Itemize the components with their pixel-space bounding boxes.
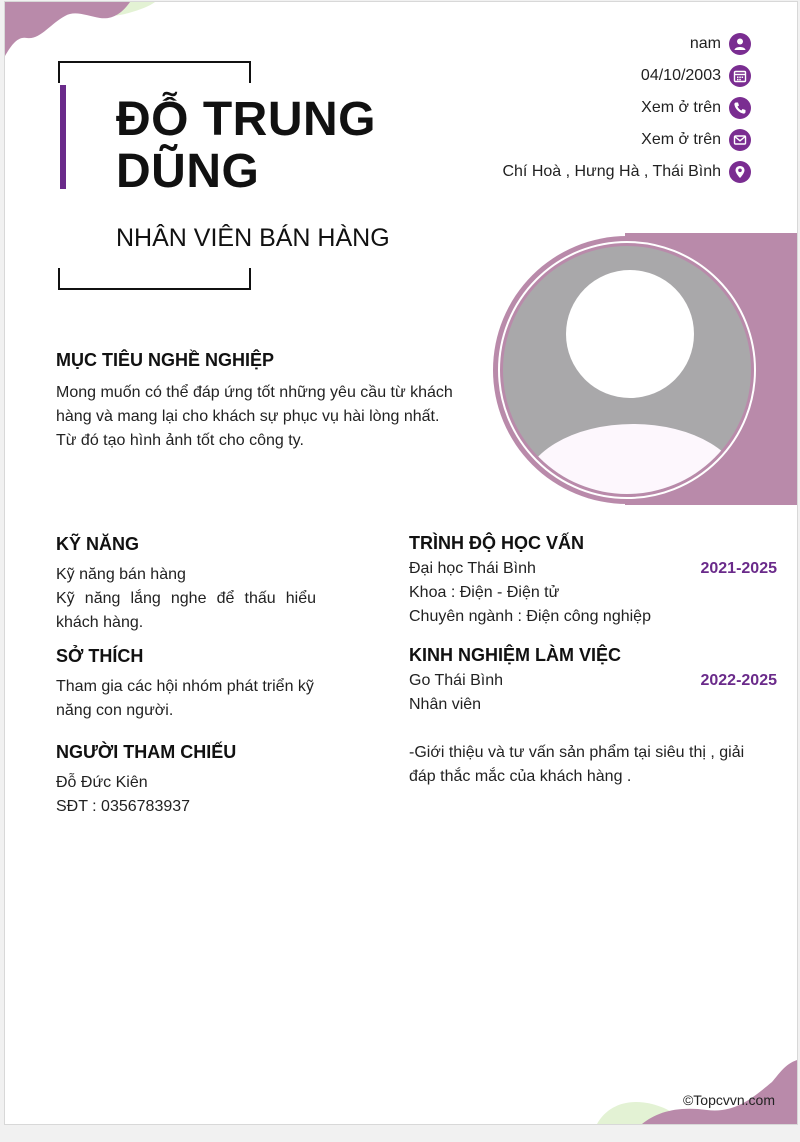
contact-phone [641,97,751,119]
cv-page [4,1,798,1125]
objective-line: Mong muốn có thể đáp ứng tốt những yêu cầu từ khách [56,384,453,401]
objective-line: hàng và mang lại cho khách sự phục vụ hài lòng nhất. [56,408,440,425]
name-line-1: ĐỖ TRUNG [116,93,376,146]
experience-desc-line: -Giới thiệu và tư vấn sản phẩm tại siêu thị , giải [409,744,745,761]
education-school: Đại học Thái Bình [409,560,536,577]
email-icon [729,129,751,151]
skill-item: Kỹ năng bán hàng [56,566,186,583]
references-title: NGƯỜI THAM CHIẾU [56,742,237,762]
experience-details [409,669,749,717]
name-frame-top [58,61,251,83]
experience-years: 2022-2025 [700,672,777,689]
hobbies-line: Tham gia các hội nhóm phát triển kỹ [56,678,314,695]
name-line-2: DŨNG [116,145,260,198]
experience-description [409,741,769,789]
location-icon [729,161,751,183]
contact-address-text: Chí Hoà , Hưng Hà , Thái Bình [502,163,721,180]
objective-line: Từ đó tạo hình ảnh tốt cho công ty. [56,432,304,449]
avatar [491,234,763,506]
experience-company: Go Thái Bình [409,672,503,689]
full-name [116,94,436,198]
hobbies-title: SỞ THÍCH [56,646,144,666]
contact-email-text: Xem ở trên [641,131,721,148]
skills-title: KỸ NĂNG [56,534,140,554]
footer-credit: ©Topcvvn.com [682,1092,775,1108]
accent-bar [60,85,66,189]
education-major: Chuyên ngành : Điện công nghiệp [409,608,651,625]
hobbies-text [56,675,336,723]
contact-gender-text: nam [689,35,721,52]
reference-name: Đỗ Đức Kiên [56,774,148,791]
references-text [56,771,336,819]
contact-email [641,129,751,151]
name-frame-bottom [58,268,251,290]
skills-list [56,563,316,635]
contact-birthday [641,65,751,87]
objective-title: MỤC TIÊU NGHỀ NGHIỆP [56,350,275,370]
education-years: 2021-2025 [700,560,777,577]
hobbies-line: năng con người. [56,702,174,719]
contact-phone-text: Xem ở trên [641,99,721,116]
objective-text [56,381,476,453]
contact-birthday-text: 04/10/2003 [640,67,721,84]
experience-position: Nhân viên [409,696,482,713]
reference-phone: SĐT : 0356783937 [56,798,191,815]
phone-icon [729,97,751,119]
decor-bottom-right [597,1054,797,1124]
calendar-icon [729,65,751,87]
education-details [409,557,749,629]
decor-top-left [5,2,165,62]
contact-address [502,161,751,183]
experience-desc-line: đáp thắc mắc của khách hàng . [409,768,632,785]
contact-gender [690,33,751,55]
education-title: TRÌNH ĐỘ HỌC VẤN [409,533,584,553]
skill-item: Kỹ năng lắng nghe để thấu hiểu [56,590,316,607]
education-faculty: Khoa : Điện - Điện tử [409,584,560,601]
skill-item-continued: khách hàng. [56,614,144,631]
person-icon [729,33,751,55]
experience-title: KINH NGHIỆM LÀM VIỆC [409,645,622,665]
job-title: NHÂN VIÊN BÁN HÀNG [116,224,390,252]
